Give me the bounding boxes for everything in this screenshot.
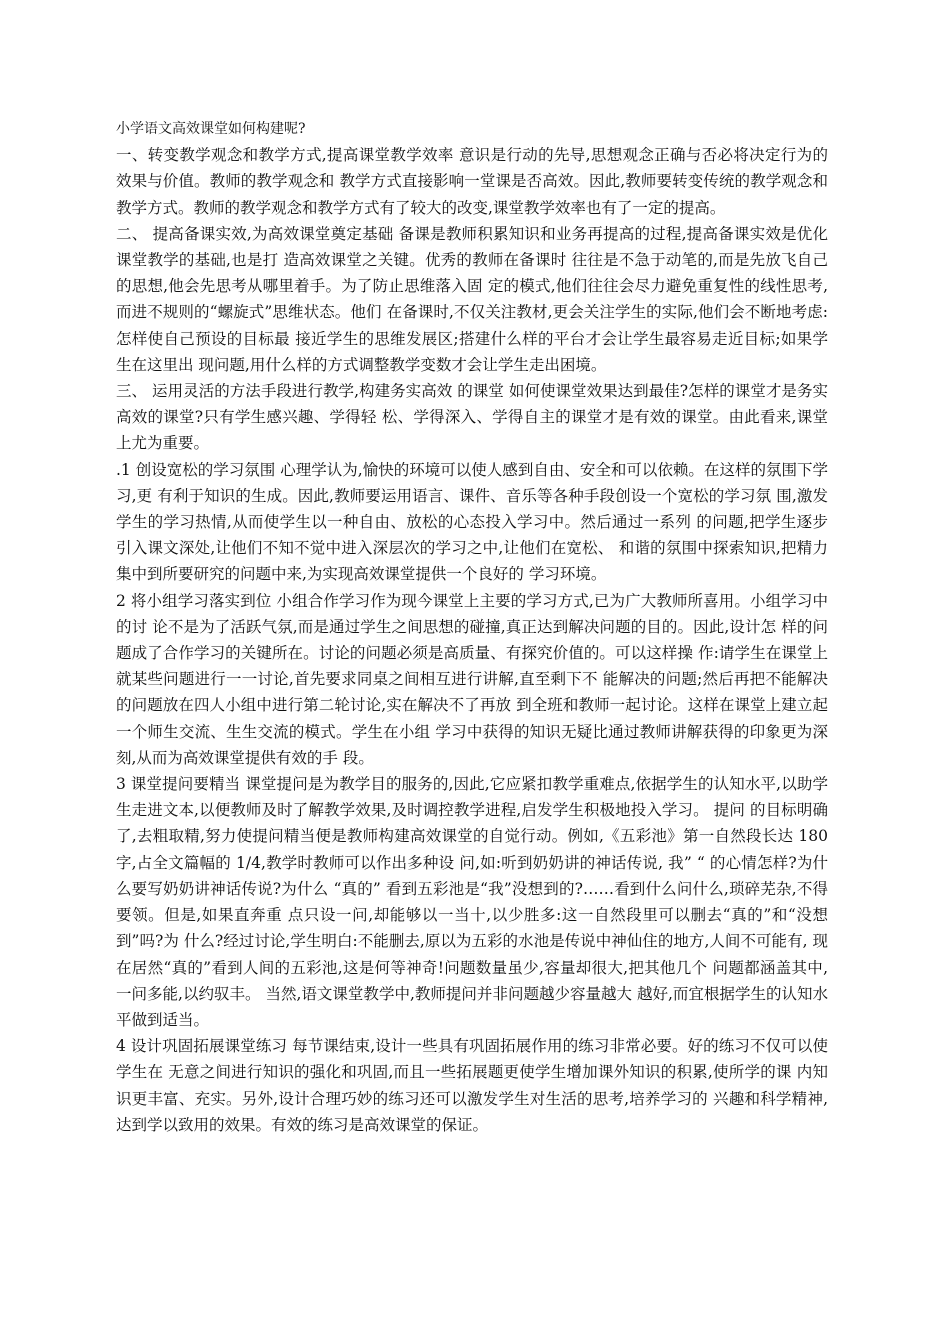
document-page [116, 116, 828, 1138]
paragraph-section-3: 三、 运用灵活的方法手段进行教学,构建务实高效 的课堂 如何使课堂效果达到最佳?怎样的课堂才是务实高效的课堂?只有学生感兴趣、学得轻 松、学得深入、学得自主的课堂才是有效的课堂。由此看来,课堂上尤为重要。 [116, 382, 828, 453]
paragraph-item-2: 2 将小组学习落实到位 小组合作学习作为现今课堂上主要的学习方式,已为广大教师所喜用。小组学习中的讨 论不是为了活跃气氛,而是通过学生之间思想的碰撞,真正达到解决问题的目的。因此,设计怎 样的问题成了合作学习的关键所在。讨论的问题必须是高质量、有探究价值的。可以这样操 作:请学生在课堂上就某些问题进行一一讨论,首先要求同桌之间相互进行讲解,直至剩下不 能解决的问题;然后再把不能解决的问题放在四人小组中进行第二轮讨论,实在解决不了再放 到全班和教师一起讨论。这样在课堂上建立起一个师生交流、生生交流的模式。学生在小组 学习中获得的知识无疑比通过教师讲解获得的印象更为深刻,从而为高效课堂提供有效的手 段。 [116, 591, 828, 767]
paragraph-item-3: 3 课堂提问要精当 课堂提问是为教学目的服务的,因此,它应紧扣教学重难点,依据学生的认知水平,以助学 生走进文本,以便教师及时了解教学效果,及时调控教学进程,启发学生积极地投入学习。 提问 的目标明确了,去粗取精,努力使提问精当便是教师构建高效课堂的自觉行动。例如,《五彩池》第一自然段长达 180 字,占全文篇幅的 1/4,教学时教师可以作出多种设 问,如:听到奶奶讲的神话传说, 我” “ 的心情怎样?为什么要写奶奶讲神话传说?为什么 “真的” 看到五彩池是“我”没想到的?……看到什么问什么,琐碎芜杂,不得要领。但是,如果直奔重 点只设一问,却能够以一当十,以少胜多:这一自然段里可以删去“真的”和“没想到”吗?为 什么?经过讨论,学生明白:不能删去,原以为五彩的水池是传说中神仙住的地方,人间不可能有, 现在居然“真的”看到人间的五彩池,这是何等神奇!问题数量虽少,容量却很大,把其他几个 问题都涵盖其中,一问多能,以约驭丰。 当然,语文课堂教学中,教师提问并非问题越少容量越大 越好,而宜根据学生的认知水平做到适当。 [116, 775, 828, 1029]
paragraph-section-1: 一、转变教学观念和教学方式,提高课堂教学效率 意识是行动的先导,思想观念正确与否必将决定行为的效果与价值。教师的教学观念和 教学方式直接影响一堂课是否高效。因此,教师要转变传统的教学观念和教学方式。教师的教学观念和教学方式有了较大的改变,课堂教学效率也有了一定的提高。 [116, 146, 828, 217]
document-title: 小学语文高效课堂如何构建呢? [116, 121, 306, 137]
paragraph-section-2: 二、 提高备课实效,为高效课堂奠定基础 备课是教师积累知识和业务再提高的过程,提高备课实效是优化课堂教学的基础,也是打 造高效课堂之关键。优秀的教师在备课时 往往是不急于动笔的,而是先放飞自己的思想,他会先思考从哪里着手。为了防止思维落入固 定的模式,他们往往会尽力避免重复性的线性思考,而进不规则的“螺旋式”思维状态。他们 在备课时,不仅关注教材,更会关注学生的实际,他们会不断地考虑:怎样使自己预设的目标最 接近学生的思维发展区;搭建什么样的平台才会让学生最容易走近目标;如果学生在这里出 现问题,用什么样的方式调整教学变数才会让学生走出困境。 [116, 224, 828, 374]
paragraph-item-4: 4 设计巩固拓展课堂练习 每节课结束,设计一些具有巩固拓展作用的练习非常必要。好的练习不仅可以使学生在 无意之间进行知识的强化和巩固,而且一些拓展题更使学生增加课外知识的积累,使所学的课 内知识更丰富、充实。另外,设计合理巧妙的练习还可以激发学生对生活的思考,培养学习的 兴趣和科学精神,达到学以致用的效果。有效的练习是高效课堂的保证。 [116, 1037, 828, 1134]
paragraph-item-1: .1 创设宽松的学习氛围 心理学认为,愉快的环境可以使人感到自由、安全和可以依赖。在这样的氛围下学习,更 有利于知识的生成。因此,教师要运用语言、课件、音乐等各种手段创设一个宽松的学习氛 围,激发学生的学习热情,从而使学生以一种自由、放松的心态投入学习中。然后通过一系列 的问题,把学生逐步引入课文深处,让他们不知不觉中进入深层次的学习之中,让他们在宽松、 和谐的氛围中探索知识,把精力集中到所要研究的问题中来,为实现高效课堂提供一个良好的 学习环境。 [116, 460, 828, 584]
